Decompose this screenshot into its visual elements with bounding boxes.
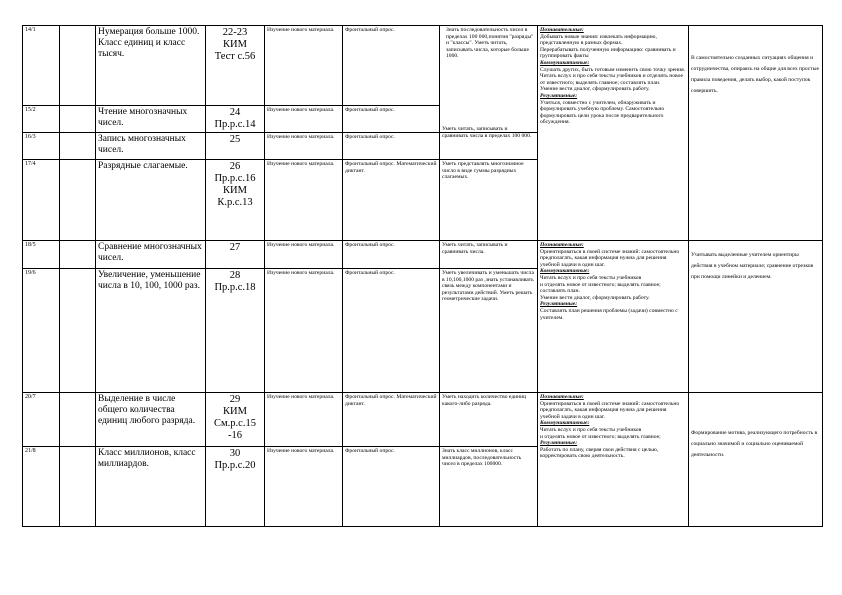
uud-heading: Регулятивные: <box>540 92 578 99</box>
uud-text: Читать вслух и про себя тексты учебников и отделять новое от известного; выделять главное; составлять план. <box>540 73 683 86</box>
page-reference-line: 27 <box>229 242 241 253</box>
subject-results <box>440 160 538 241</box>
page-reference <box>206 26 265 106</box>
page-reference-line: 24 <box>229 107 241 118</box>
date-cell <box>60 106 96 133</box>
subject-results-text: Уметь увеличивать и уменьшать числа в 10,100,1000 раз ,знать устанавливать связь между компонентами и результатами действий. Уметь решать геометрические задачи. <box>442 270 534 303</box>
lesson-number: 17/4 <box>23 160 60 241</box>
subject-results-text: Знать последовательность чисел в пределах 100 000,понятия "разряды" и "классы". Уметь читать, записывать числа, которые больше 1000. <box>446 27 534 60</box>
subject-results <box>440 241 538 269</box>
page-reference-line: 30 <box>229 448 241 459</box>
date-cell <box>60 160 96 241</box>
uud-cell <box>538 26 689 241</box>
lesson-topic: Разрядные слагаемые. <box>96 160 206 241</box>
page-reference <box>206 241 265 269</box>
lesson-type: Изучение нового материала. <box>265 160 343 241</box>
lesson-plan-table <box>22 25 823 527</box>
lesson-number: 18/5 <box>23 241 60 269</box>
uud-text: Добывать новые знания: извлекать информацию, представленную в разных формах. <box>540 33 657 47</box>
personal-result-text: В самостоятельно созданных ситуациях общения и сотрудничества, опираясь на общие для всех простые правила поведения, делать выбор, какой поступок совершить. <box>691 55 819 94</box>
uud-text: Ориентироваться в своей системе знаний: самостоятельно предполагать, какая информация нужна для решения учебной задачи в один шаг. <box>540 400 680 420</box>
uud-heading: Коммуникативные: <box>540 420 590 427</box>
lesson-topic: Чтение многозначных чисел. <box>96 106 206 133</box>
control-form: Фронтальный опрос. <box>343 269 440 393</box>
uud-heading: Познавательные: <box>540 27 584 33</box>
personal-results-block <box>691 27 820 97</box>
uud-text: Составлять план решения проблемы (задачи) совместно с учителем. <box>540 307 678 321</box>
lesson-type: Изучение нового материала. <box>265 447 343 527</box>
lesson-type: Изучение нового материала. <box>265 106 343 133</box>
lesson-type: Изучение нового материала. <box>265 26 343 106</box>
lesson-type: Изучение нового материала. <box>265 133 343 160</box>
uud-heading: Коммуникативные: <box>540 59 590 66</box>
date-cell <box>60 26 96 106</box>
uud-cell <box>538 393 689 527</box>
uud-text: Читать вслух и про себя тексты учебников <box>540 274 642 281</box>
personal-result-text: Учитывать выделенные учителем ориентиры действия в учебном материале; сравнение отрезков при помощи линейки и делением. <box>691 252 814 280</box>
lesson-type: Изучение нового материала. <box>265 269 343 393</box>
page-reference-line: КИМ <box>223 39 247 50</box>
subject-results-text: Уметь представлять многозначное число в виде суммы разрядных слагаемых. <box>442 161 524 181</box>
subject-results-text: Уметь читать, записывать и сравнивать числа в пределах 100 000. <box>442 126 532 139</box>
uud-heading: Коммуникативные: <box>540 268 590 275</box>
personal-results-block <box>691 242 820 283</box>
control-form: Фронтальный опрос. <box>343 241 440 269</box>
subject-results <box>440 126 538 160</box>
date-cell <box>60 393 96 447</box>
page-reference-line: Пр.р.с.18 <box>214 282 256 293</box>
uud-heading: Регулятивные: <box>540 301 578 308</box>
lesson-number: 19/6 <box>23 269 60 393</box>
page-reference-line: К.р.с.13 <box>217 197 253 208</box>
lesson-topic: Выделение в числе общего количества единиц любого разряда. <box>96 393 206 447</box>
subject-results <box>440 269 538 393</box>
page-reference-line: 29 <box>229 394 241 405</box>
page-reference <box>206 393 265 447</box>
uud-text: Ориентироваться в своей системе знаний: самостоятельно предполагать, какая информация нужна для решения учебной задачи в один шаг. <box>540 248 680 268</box>
table-row <box>23 393 823 447</box>
page-reference-line: КИМ <box>223 185 247 196</box>
date-cell <box>60 269 96 393</box>
page-reference <box>206 133 265 160</box>
page-reference-line: 26 <box>229 161 241 172</box>
table-row <box>23 26 823 106</box>
subject-results <box>440 26 538 133</box>
personal-results-cell <box>689 393 823 527</box>
uud-cell <box>538 241 689 393</box>
page-reference-line: Пр.р.с.14 <box>214 119 256 130</box>
lesson-topic: Сравнение многозначных чисел. <box>96 241 206 269</box>
uud-text: Слушать других, быть готовым изменить свою точку зрения. <box>540 66 686 73</box>
control-form: Фронтальный опрос. <box>343 26 440 106</box>
subject-results <box>440 447 538 527</box>
uud-text: и отделять новое от известного; выделять главное; <box>540 281 661 288</box>
subject-results-text: Знать класс миллионов, класс миллиардов, последовательность чисел в пределах 100000. <box>442 448 522 468</box>
uud-text: Умение вести диалог, сформулировать работу. <box>540 86 650 93</box>
lesson-number: 14/1 <box>23 26 60 106</box>
personal-result-text: Формирование мотива, реализующего потребность в социально значимой и социально оцениваемой деятельности. <box>691 430 818 458</box>
uud-text: Читать вслух и про себя тексты учебников <box>540 426 642 433</box>
page-reference <box>206 160 265 241</box>
personal-results-cell <box>689 241 823 393</box>
page-reference-line: -16 <box>228 430 242 441</box>
uud-heading: Регулятивные: <box>540 440 578 447</box>
page-reference-line: КИМ <box>223 406 247 417</box>
subject-results-text: Уметь читать, записывать и сравнивать числа. <box>442 242 508 255</box>
personal-results-block <box>691 394 820 461</box>
subject-results-text: Уметь находить количество единиц какого-либо разряда. <box>442 394 527 407</box>
uud-text: Работать по плану, сверяя свои действия с целью, корректировать свою деятельность. <box>540 446 659 460</box>
page-reference <box>206 447 265 527</box>
uud-heading: Познавательные: <box>540 394 584 400</box>
page-reference-line: 28 <box>229 270 241 281</box>
date-cell <box>60 447 96 527</box>
lesson-number: 21/8 <box>23 447 60 527</box>
lesson-topic: Увеличение, уменьшение числа в 10, 100, 1000 раз. <box>96 269 206 393</box>
lesson-number: 20/7 <box>23 393 60 447</box>
page-reference-line: См.р.с.15 <box>214 418 256 429</box>
uud-heading: Познавательные: <box>540 242 584 248</box>
date-cell <box>60 133 96 160</box>
date-cell <box>60 241 96 269</box>
page-reference-line: Пр.р.с.16 <box>214 173 256 184</box>
control-form: Фронтальный опрос. Математический диктант. <box>343 160 440 241</box>
page-reference <box>206 269 265 393</box>
lesson-number: 16/3 <box>23 133 60 160</box>
page-reference-line: Пр.р.с.20 <box>214 460 256 471</box>
personal-results-cell <box>689 26 823 241</box>
lesson-topic: Класс миллионов, класс миллиардов. <box>96 447 206 527</box>
control-form: Фронтальный опрос. <box>343 447 440 527</box>
control-form: Фронтальный опрос. Математический диктант. <box>343 393 440 447</box>
uud-text: Перерабатывать полученную информацию: сравнивать и группировать факты <box>540 46 676 60</box>
control-form: Фронтальный опрос. <box>343 133 440 160</box>
page-reference-line: 25 <box>229 134 241 145</box>
lesson-number: 15/2 <box>23 106 60 133</box>
lesson-type: Изучение нового материала. <box>265 393 343 447</box>
lesson-topic: Запись многозначных чисел. <box>96 133 206 160</box>
uud-text: и отделять новое от известного; выделять главное; <box>540 433 661 440</box>
uud-text: составлять план. <box>540 288 580 295</box>
uud-text: Умение вести диалог, сформулировать работу. <box>540 294 650 301</box>
lesson-type: Изучение нового материала. <box>265 241 343 269</box>
control-form: Фронтальный опрос. <box>343 106 440 133</box>
lesson-topic: Нумерация больше 1000. Класс единиц и класс тысяч. <box>96 26 206 106</box>
table-row <box>23 241 823 269</box>
uud-text: Учиться, совместно с учителем, обнаруживать и формулировать учебную проблему. Самостоятельно формулировать цели урока после предварительного обсуждения. <box>540 99 665 126</box>
subject-results <box>440 393 538 447</box>
page-reference <box>206 106 265 133</box>
page-reference-line: Тест с.56 <box>214 51 256 62</box>
page-reference-line: 22-23 <box>222 27 248 38</box>
